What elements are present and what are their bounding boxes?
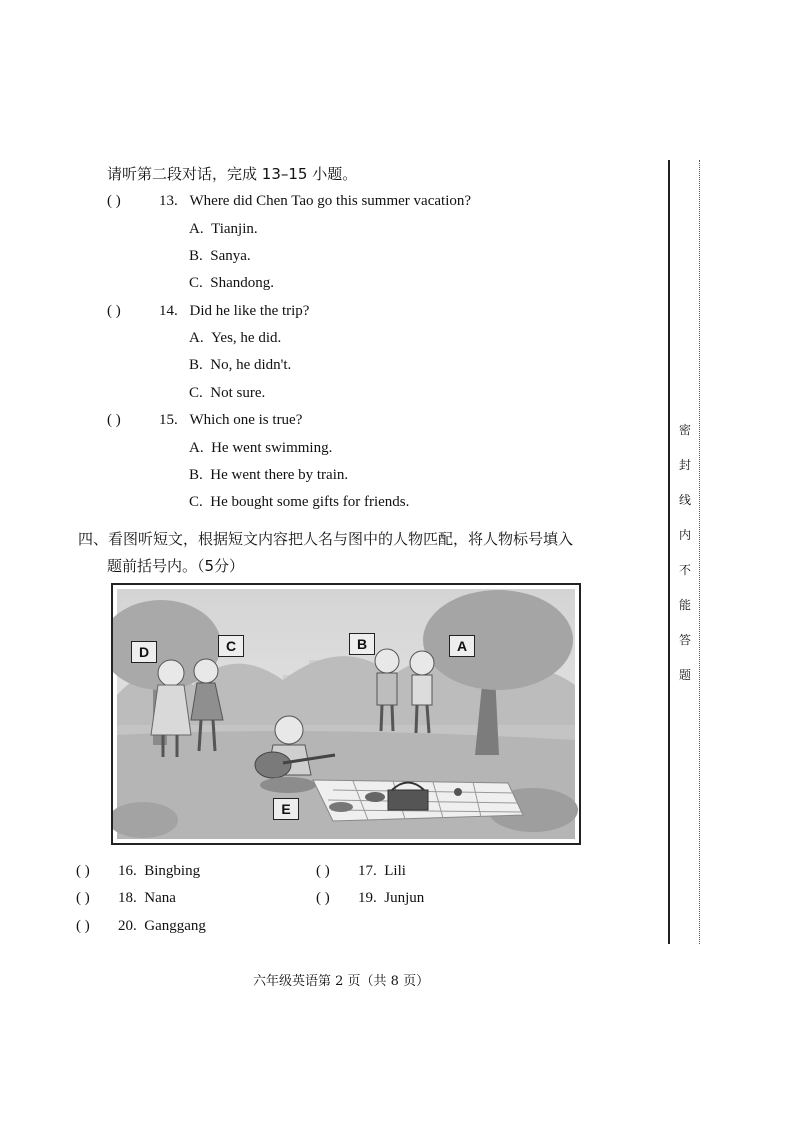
question-number: 13. <box>159 193 178 209</box>
seal-char: 封 <box>679 458 692 472</box>
section-heading: 四、看图听短文，根据短文内容把人名与图中的人物匹配，将人物标号填入 <box>78 530 574 548</box>
option-13b <box>189 248 251 265</box>
option-13c <box>189 275 274 292</box>
option-letter: B. <box>189 467 203 483</box>
item-number: 20. <box>118 918 137 934</box>
option-14a <box>189 330 281 347</box>
answer-blank[interactable]: ( ) <box>76 890 90 906</box>
item-18 <box>76 890 176 907</box>
seal-char: 内 <box>679 528 692 542</box>
question-13 <box>107 193 471 210</box>
seal-char: 能 <box>679 598 692 612</box>
seal-char: 答 <box>679 633 692 647</box>
option-text: Not sure. <box>210 385 266 401</box>
question-number: 15. <box>159 412 178 428</box>
option-15c <box>189 494 409 511</box>
option-letter: B. <box>189 357 203 373</box>
item-20 <box>76 918 206 935</box>
option-text: He bought some gifts for friends. <box>210 494 410 510</box>
question-number: 14. <box>159 303 178 319</box>
option-15a <box>189 440 332 457</box>
question-text: Where did Chen Tao go this summer vacation? <box>189 193 472 209</box>
option-text: He went there by train. <box>210 467 349 483</box>
seal-char: 不 <box>679 563 692 577</box>
answer-blank[interactable]: ( ) <box>316 890 330 906</box>
answer-blank[interactable]: ( ) <box>76 918 90 934</box>
option-14b <box>189 357 291 374</box>
answer-blank[interactable]: ( ) <box>107 412 121 428</box>
seal-line <box>668 160 670 944</box>
label-e: E <box>273 798 299 820</box>
answer-blank[interactable]: ( ) <box>107 303 121 319</box>
question-text: Did he like the trip? <box>189 303 310 319</box>
label-c: C <box>218 635 244 657</box>
answer-blank[interactable]: ( ) <box>107 193 121 209</box>
option-text: He went swimming. <box>211 440 333 456</box>
seal-char: 线 <box>679 493 692 507</box>
answer-blank[interactable]: ( ) <box>76 863 90 879</box>
option-letter: A. <box>189 330 204 346</box>
option-text: Yes, he did. <box>211 330 282 346</box>
option-13a <box>189 221 258 238</box>
option-letter: C. <box>189 494 203 510</box>
option-text: Tianjin. <box>211 221 258 237</box>
item-19 <box>316 890 424 907</box>
option-letter: C. <box>189 275 203 291</box>
item-number: 18. <box>118 890 137 906</box>
option-text: No, he didn't. <box>210 357 292 373</box>
item-name: Lili <box>384 863 406 879</box>
item-name: Ganggang <box>144 918 206 934</box>
option-letter: A. <box>189 440 204 456</box>
option-letter: A. <box>189 221 204 237</box>
item-number: 16. <box>118 863 137 879</box>
answer-blank[interactable]: ( ) <box>316 863 330 879</box>
item-17 <box>316 863 406 880</box>
label-a: A <box>449 635 475 657</box>
item-number: 17. <box>358 863 377 879</box>
item-name: Nana <box>144 890 176 906</box>
picnic-illustration <box>111 583 581 845</box>
question-text: Which one is true? <box>189 412 303 428</box>
seal-char: 题 <box>679 668 692 682</box>
option-text: Sanya. <box>210 248 251 264</box>
question-14 <box>107 303 309 320</box>
option-15b <box>189 467 348 484</box>
question-15 <box>107 412 302 429</box>
section-heading-cont: 题前括号内。（5分） <box>107 557 245 575</box>
picnic-scene <box>113 585 579 843</box>
option-text: Shandong. <box>210 275 275 291</box>
item-name: Junjun <box>384 890 425 906</box>
item-number: 19. <box>358 890 377 906</box>
option-letter: B. <box>189 248 203 264</box>
seal-char: 密 <box>679 423 692 437</box>
label-d: D <box>131 641 157 663</box>
seal-dotted-line <box>699 160 700 944</box>
section-instruction: 请听第二段对话，完成 13–15 小题。 <box>107 165 358 183</box>
option-14c <box>189 385 265 402</box>
label-b: B <box>349 633 375 655</box>
page-footer: 六年级英语第 2 页（共 8 页） <box>253 974 430 989</box>
item-name: Bingbing <box>144 863 201 879</box>
option-letter: C. <box>189 385 203 401</box>
item-16 <box>76 863 200 880</box>
